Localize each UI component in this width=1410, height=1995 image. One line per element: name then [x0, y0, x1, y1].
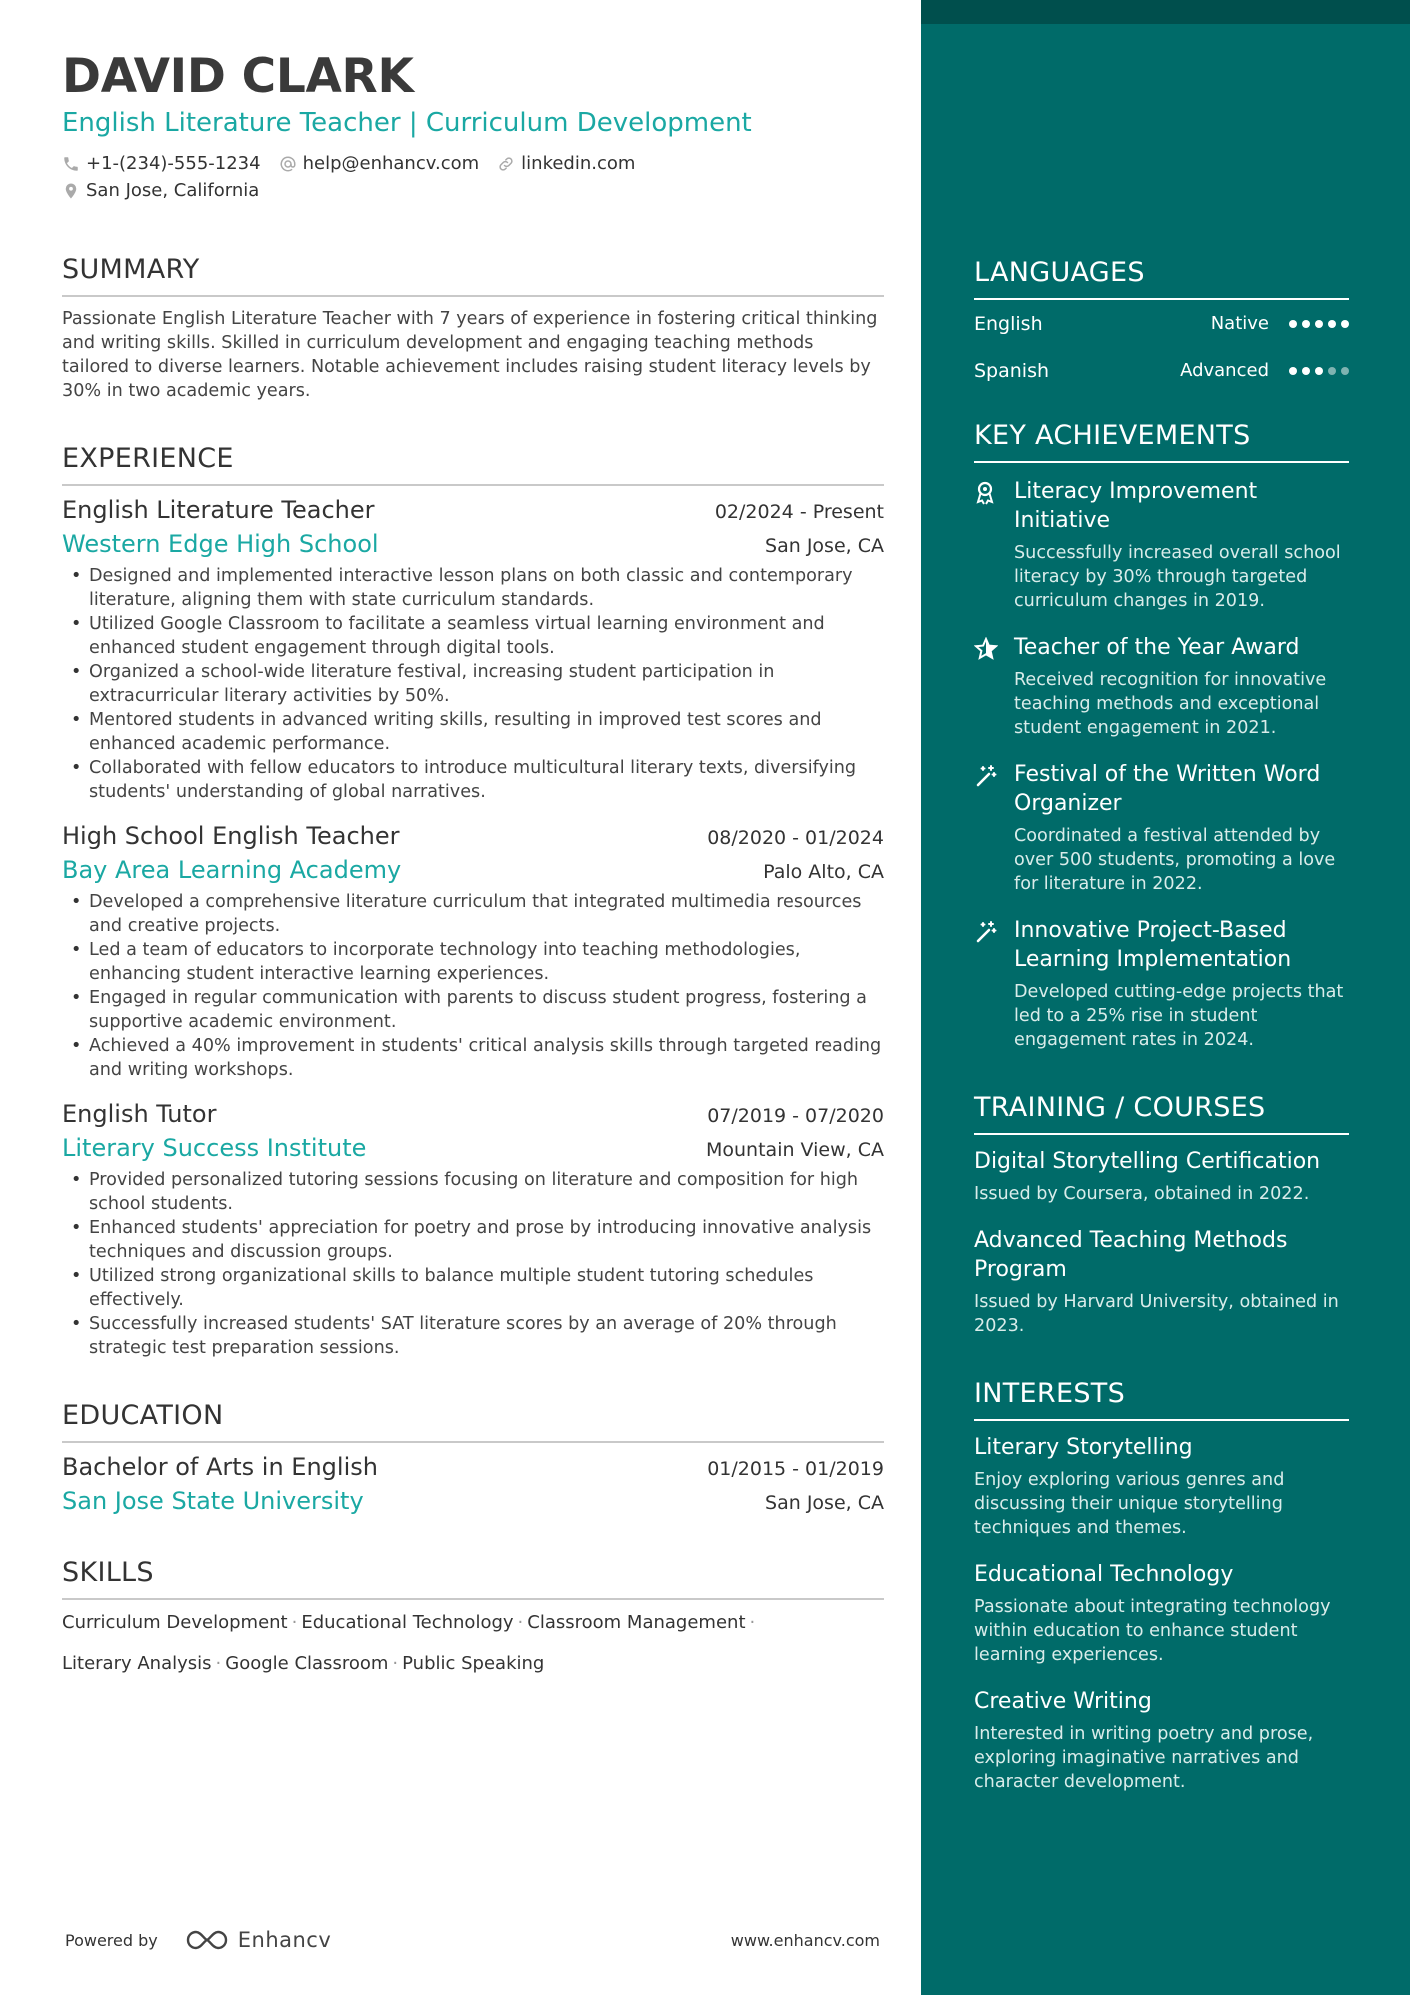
job-location: Palo Alto, CA [763, 861, 884, 883]
job-location: San Jose, CA [765, 535, 884, 557]
rating-dot [1328, 367, 1336, 375]
education-location: San Jose, CA [765, 1492, 884, 1514]
language-level: Native [1210, 313, 1269, 334]
job-bullets [62, 1168, 884, 1360]
rating-dot [1302, 320, 1310, 328]
job-bullets [62, 890, 884, 1082]
award-ribbon-icon [974, 481, 996, 505]
email-contact[interactable] [279, 153, 480, 174]
bullet-item: • Engaged in regular communication with parents to discuss student progress, fostering a supportive academic environment. [62, 986, 884, 1034]
wand-icon [974, 920, 998, 944]
bullet-item: • Collaborated with fellow educators to introduce multicultural literary texts, diversifying students' understanding of global narratives. [62, 756, 884, 804]
language-level: Advanced [1180, 360, 1269, 381]
section-title-interests: INTERESTS [974, 1378, 1349, 1421]
bullet-item: • Mentored students in advanced writing skills, resulting in improved test scores and enhanced academic performance. [62, 708, 884, 756]
rating-dot [1315, 367, 1323, 375]
interest-title: Literary Storytelling [974, 1435, 1193, 1460]
brand-name: Enhancv [237, 1928, 332, 1952]
achievement-desc: Coordinated a festival attended by over 500 students, promoting a love for literature in 2022. [1014, 826, 1336, 894]
section-title-skills: SKILLS [62, 1557, 884, 1600]
achievement-title: Literacy Improvement Initiative [1014, 479, 1258, 533]
achievement-desc: Successfully increased overall school literacy by 30% through targeted curriculum changes in 2019. [1014, 543, 1341, 611]
section-title-summary: SUMMARY [62, 254, 884, 297]
language-name: Spanish [974, 359, 1050, 382]
interest-title: Creative Writing [974, 1689, 1152, 1714]
phone-number: +1-(234)-555-1234 [86, 153, 261, 174]
enhancv-logo-icon [184, 1928, 230, 1952]
interests-section [974, 1378, 1349, 1794]
job-date: 02/2024 - Present [714, 501, 884, 523]
skills-section [62, 1557, 884, 1684]
course-title: Digital Storytelling Certification [974, 1149, 1321, 1174]
star-icon [974, 637, 998, 661]
course-desc: Issued by Coursera, obtained in 2022. [974, 1184, 1310, 1204]
main-column [62, 48, 884, 1684]
school-name: San Jose State University [62, 1487, 364, 1515]
location-contact [62, 180, 259, 201]
rating-dot [1289, 320, 1297, 328]
summary-section [62, 254, 884, 403]
achievement-item [974, 633, 1349, 740]
summary-text: Passionate English Literature Teacher with 7 years of experience in fostering critical thinking and writing skills. Skilled in curriculum development and engaging teaching methods tailored to diverse learners. Notable achievement includes raising student literacy levels by 30% in two academic years. [62, 309, 878, 401]
skill-item: Public Speaking [402, 1653, 545, 1674]
achievement-item [974, 760, 1349, 896]
at-icon [279, 155, 297, 173]
phone-contact[interactable] [62, 153, 261, 174]
contact-info [62, 150, 884, 204]
job-entry [62, 1100, 884, 1360]
achievement-desc: Developed cutting-edge projects that led to a 25% rise in student engagement rates in 2024. [1014, 982, 1344, 1050]
job-organization: Bay Area Learning Academy [62, 856, 402, 884]
achievement-title: Festival of the Written Word Organizer [1014, 762, 1321, 816]
section-title-achievements: KEY ACHIEVEMENTS [974, 420, 1349, 463]
skill-item: Literary Analysis [62, 1653, 212, 1674]
language-rating [1289, 320, 1349, 328]
course-title: Advanced Teaching Methods Program [974, 1228, 1288, 1282]
interest-desc: Passionate about integrating technology within education to enhance student learning experiences. [974, 1597, 1331, 1665]
job-date: 08/2020 - 01/2024 [707, 827, 884, 849]
job-role: English Literature Teacher [62, 496, 375, 524]
interest-title: Educational Technology [974, 1562, 1234, 1587]
language-rating [1289, 367, 1349, 375]
course-item [974, 1147, 1349, 1206]
training-section [974, 1092, 1349, 1338]
language-row [974, 347, 1349, 394]
website-link[interactable]: www.enhancv.com [730, 1930, 880, 1950]
interest-desc: Interested in writing poetry and prose, exploring imaginative narratives and character development. [974, 1724, 1314, 1792]
job-organization: Western Edge High School [62, 530, 379, 558]
skills-line: Curriculum Development · Educational Technology · Classroom Management · [62, 1612, 756, 1633]
achievement-title: Teacher of the Year Award [1014, 635, 1300, 660]
rating-dot [1315, 320, 1323, 328]
bullet-item: • Enhanced students' appreciation for poetry and prose by introducing innovative analysis techniques and discussion groups. [62, 1216, 884, 1264]
skills-line: Literary Analysis · Google Classroom · Public Speaking [62, 1653, 545, 1674]
phone-icon [62, 155, 80, 173]
rating-dot [1341, 320, 1349, 328]
linkedin-url: linkedin.com [521, 153, 636, 174]
sidebar [974, 0, 1349, 1794]
link-icon [497, 155, 515, 173]
job-role: High School English Teacher [62, 822, 400, 850]
achievement-desc: Received recognition for innovative teaching methods and exceptional student engagement in 2021. [1014, 670, 1327, 738]
footer [65, 1928, 880, 1952]
skill-item: Curriculum Development [62, 1612, 288, 1633]
bullet-item: • Achieved a 40% improvement in students' critical analysis skills through targeted reading and writing workshops. [62, 1034, 884, 1082]
job-date: 07/2019 - 07/2020 [707, 1105, 884, 1127]
linkedin-contact[interactable] [497, 153, 635, 174]
powered-by-label: Powered by [65, 1930, 158, 1950]
course-desc: Issued by Harvard University, obtained in 2023. [974, 1292, 1339, 1336]
rating-dot [1302, 367, 1310, 375]
interest-item [974, 1433, 1349, 1540]
job-bullets [62, 564, 884, 804]
job-entry [62, 496, 884, 804]
section-title-education: EDUCATION [62, 1400, 884, 1443]
education-date: 01/2015 - 01/2019 [707, 1458, 884, 1480]
experience-section [62, 443, 884, 1360]
bullet-item: • Successfully increased students' SAT literature scores by an average of 20% through strategic test preparation sessions. [62, 1312, 884, 1360]
rating-dot [1289, 367, 1297, 375]
job-role: English Tutor [62, 1100, 217, 1128]
job-entry [62, 822, 884, 1082]
achievements-section [974, 420, 1349, 1052]
language-name: English [974, 312, 1043, 335]
email-address: help@enhancv.com [302, 153, 480, 174]
bullet-item: • Led a team of educators to incorporate technology into teaching methodologies, enhancing student interactive learning experiences. [62, 938, 884, 986]
skill-item: Educational Technology [301, 1612, 514, 1633]
bullet-item: • Utilized strong organizational skills to balance multiple student tutoring schedules effectively. [62, 1264, 884, 1312]
location-pin-icon [62, 182, 80, 200]
education-section [62, 1400, 884, 1515]
interest-desc: Enjoy exploring various genres and discussing their unique storytelling techniques and themes. [974, 1470, 1285, 1538]
bullet-item: • Provided personalized tutoring sessions focusing on literature and composition for high school students. [62, 1168, 884, 1216]
rating-dot [1341, 367, 1349, 375]
location-text: San Jose, California [86, 180, 260, 201]
job-organization: Literary Success Institute [62, 1134, 367, 1162]
skill-item: Google Classroom [225, 1653, 389, 1674]
section-title-experience: EXPERIENCE [62, 443, 884, 486]
job-location: Mountain View, CA [706, 1139, 884, 1161]
wand-icon [974, 764, 998, 788]
achievement-item [974, 477, 1349, 613]
degree: Bachelor of Arts in English [62, 1453, 378, 1481]
bullet-item: • Designed and implemented interactive lesson plans on both classic and contemporary literature, aligning them with state curriculum standards. [62, 564, 884, 612]
language-row [974, 300, 1349, 347]
course-item [974, 1226, 1349, 1338]
interest-item [974, 1560, 1349, 1667]
footer-branding [65, 1928, 331, 1952]
skill-item: Classroom Management [527, 1612, 746, 1633]
languages-section [974, 257, 1349, 394]
candidate-name: DAVID CLARK [62, 49, 414, 104]
section-title-languages: LANGUAGES [974, 257, 1349, 300]
bullet-item: • Developed a comprehensive literature curriculum that integrated multimedia resources and creative projects. [62, 890, 884, 938]
section-title-training: TRAINING / COURSES [974, 1092, 1349, 1135]
interest-item [974, 1687, 1349, 1794]
achievement-title: Innovative Project-Based Learning Implementation [1014, 918, 1292, 972]
achievement-item [974, 916, 1349, 1052]
bullet-item: • Utilized Google Classroom to facilitate a seamless virtual learning environment and enhanced student engagement through digital tools. [62, 612, 884, 660]
rating-dot [1328, 320, 1336, 328]
headline: English Literature Teacher | Curriculum Development [62, 108, 752, 138]
bullet-item: • Organized a school-wide literature festival, increasing student participation in extracurricular literary activities by 50%. [62, 660, 884, 708]
